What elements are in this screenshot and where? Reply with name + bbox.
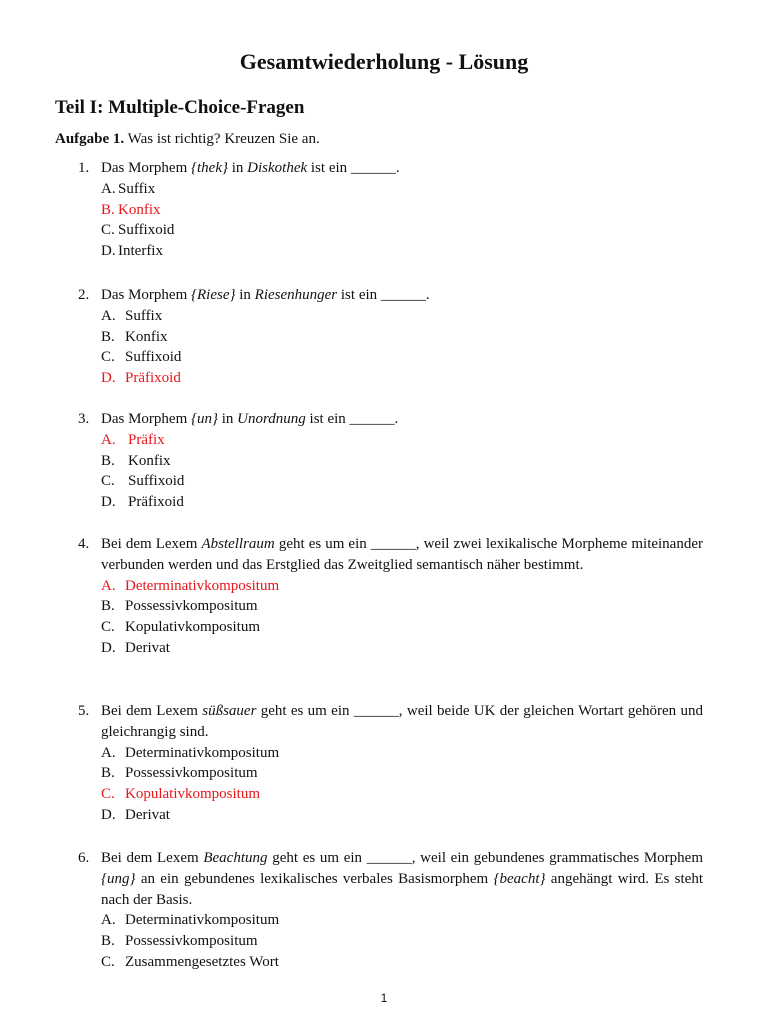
stem-text: ist ein ______. bbox=[337, 287, 430, 303]
option-a bbox=[78, 743, 703, 764]
option-d-correct bbox=[78, 368, 703, 389]
stem-text: an ein gebundenes lexikalisches verbales Basismorphem bbox=[135, 870, 494, 887]
option-letter: D. bbox=[101, 370, 116, 387]
option-letter: A. bbox=[101, 180, 116, 197]
option-letter: A. bbox=[101, 307, 116, 324]
option-letter: C. bbox=[101, 786, 115, 803]
morpheme: {ung} bbox=[101, 870, 136, 887]
morpheme: {Riese} bbox=[191, 287, 236, 303]
task-text: Was ist richtig? Kreuzen Sie an. bbox=[127, 131, 320, 147]
option-text: Suffixoid bbox=[125, 349, 182, 366]
stem-text: geht es um ein ______, weil ein gebundenes grammatisches Morphem bbox=[267, 850, 703, 866]
option-d bbox=[78, 241, 703, 262]
stem-text: Das Morphem bbox=[101, 287, 191, 303]
lexeme: Unordnung bbox=[237, 411, 306, 427]
option-text: Derivat bbox=[125, 806, 170, 823]
morpheme: {un} bbox=[191, 411, 218, 427]
option-letter: B. bbox=[101, 328, 115, 345]
question-3 bbox=[78, 409, 703, 513]
stem-text: in bbox=[235, 287, 255, 303]
lexeme: Diskothek bbox=[247, 160, 308, 176]
page-number: 1 bbox=[380, 991, 388, 1005]
stem-text: ist ein ______. bbox=[305, 411, 399, 427]
option-c bbox=[78, 471, 703, 492]
question-stem bbox=[78, 409, 703, 430]
question-stem bbox=[78, 534, 703, 576]
option-c bbox=[78, 220, 703, 241]
stem-text: angehängt wird. Es steht nach der Basis. bbox=[101, 870, 703, 908]
option-text: Präfixoid bbox=[125, 370, 181, 387]
question-stem bbox=[78, 285, 703, 306]
option-text: Determinativkompositum bbox=[125, 912, 280, 929]
option-text: Determinativkompositum bbox=[125, 744, 280, 761]
lexeme: Abstellraum bbox=[201, 536, 275, 552]
option-a bbox=[78, 179, 703, 200]
option-letter: A. bbox=[101, 744, 116, 761]
option-letter: B. bbox=[101, 933, 115, 950]
option-a-correct bbox=[78, 576, 703, 597]
option-letter: C. bbox=[101, 349, 115, 366]
stem-text: ist ein ______. bbox=[307, 160, 400, 176]
stem-text: geht es um ein ______, weil beide UK der gleichen Wortart gehören und gleichrangig sind. bbox=[101, 703, 703, 740]
option-d bbox=[78, 805, 703, 826]
option-c bbox=[78, 347, 703, 368]
option-letter: D. bbox=[101, 494, 116, 511]
option-text: Suffixoid bbox=[128, 473, 185, 490]
page-title: Gesamtwiederholung - Lösung bbox=[239, 49, 529, 74]
option-letter: D. bbox=[101, 243, 116, 260]
option-c bbox=[78, 952, 703, 973]
option-letter: A. bbox=[101, 577, 116, 594]
option-text: Possessivkompositum bbox=[125, 933, 258, 950]
option-letter: B. bbox=[101, 452, 115, 469]
option-b bbox=[78, 451, 703, 472]
option-text: Konfix bbox=[125, 328, 168, 345]
option-text: Präfixoid bbox=[128, 494, 184, 511]
option-b bbox=[78, 763, 703, 784]
option-text: Suffix bbox=[125, 307, 163, 324]
stem-text: in bbox=[227, 160, 248, 176]
option-c bbox=[78, 617, 703, 638]
option-letter: B. bbox=[101, 598, 115, 615]
stem-text: in bbox=[218, 411, 238, 427]
question-6 bbox=[78, 848, 703, 973]
lexeme: süßsauer bbox=[202, 703, 257, 719]
question-number: 2. bbox=[78, 287, 90, 303]
stem-text: geht es um ein ______, weil zwei lexikalische Morpheme miteinander verbunden werden und das Erstglied das Zweitglied semantisch näher bestimmt. bbox=[101, 536, 703, 573]
question-1 bbox=[78, 158, 703, 262]
stem-text: Bei dem Lexem bbox=[101, 536, 202, 552]
option-text: Suffixoid bbox=[118, 222, 175, 239]
question-stem bbox=[78, 701, 703, 743]
option-d bbox=[78, 492, 703, 513]
option-letter: A. bbox=[101, 912, 116, 929]
option-b bbox=[78, 596, 703, 617]
option-letter: C. bbox=[101, 953, 115, 970]
question-number: 4. bbox=[78, 536, 90, 552]
option-letter: C. bbox=[101, 619, 115, 636]
option-text: Kopulativkompositum bbox=[125, 786, 260, 803]
stem-text: Bei dem Lexem bbox=[101, 850, 204, 866]
option-text: Präfix bbox=[128, 431, 165, 448]
option-letter: B. bbox=[101, 201, 115, 218]
question-number: 5. bbox=[78, 703, 90, 719]
stem-text: Das Morphem bbox=[101, 411, 191, 427]
question-number: 6. bbox=[78, 850, 90, 866]
option-text: Possessivkompositum bbox=[125, 598, 258, 615]
option-text: Suffix bbox=[118, 180, 156, 197]
option-a bbox=[78, 306, 703, 327]
question-number: 3. bbox=[78, 411, 90, 427]
option-b bbox=[78, 327, 703, 348]
option-letter: C. bbox=[101, 222, 115, 239]
option-text: Possessivkompositum bbox=[125, 765, 258, 782]
morpheme: {beacht} bbox=[493, 870, 546, 887]
morpheme: {thek} bbox=[191, 160, 228, 176]
option-text: Derivat bbox=[125, 639, 170, 656]
option-letter: B. bbox=[101, 765, 115, 782]
option-a bbox=[78, 910, 703, 931]
question-stem bbox=[78, 158, 703, 179]
option-b-correct bbox=[78, 200, 703, 221]
option-c-correct bbox=[78, 784, 703, 805]
option-b bbox=[78, 931, 703, 952]
option-a-correct bbox=[78, 430, 703, 451]
option-text: Kopulativkompositum bbox=[125, 619, 260, 636]
task-instruction bbox=[55, 131, 320, 148]
option-text: Konfix bbox=[118, 201, 161, 218]
question-2 bbox=[78, 285, 703, 389]
question-number: 1. bbox=[78, 160, 90, 176]
lexeme: Beachtung bbox=[203, 850, 268, 866]
stem-text: Bei dem Lexem bbox=[101, 703, 203, 719]
option-letter: D. bbox=[101, 639, 116, 656]
option-text: Determinativkompositum bbox=[125, 577, 280, 594]
option-d bbox=[78, 638, 703, 659]
question-stem bbox=[78, 848, 703, 910]
lexeme: Riesenhunger bbox=[254, 287, 338, 303]
option-letter: C. bbox=[101, 473, 115, 490]
question-4 bbox=[78, 534, 703, 659]
option-text: Zusammengesetztes Wort bbox=[125, 953, 279, 970]
section-heading: Teil I: Multiple-Choice-Fragen bbox=[55, 97, 305, 118]
option-letter: A. bbox=[101, 431, 116, 448]
task-label: Aufgabe 1. bbox=[55, 131, 125, 147]
option-text: Interfix bbox=[118, 243, 163, 260]
option-text: Konfix bbox=[128, 452, 171, 469]
stem-text: Das Morphem bbox=[101, 160, 191, 176]
question-5 bbox=[78, 701, 703, 826]
option-letter: D. bbox=[101, 806, 116, 823]
